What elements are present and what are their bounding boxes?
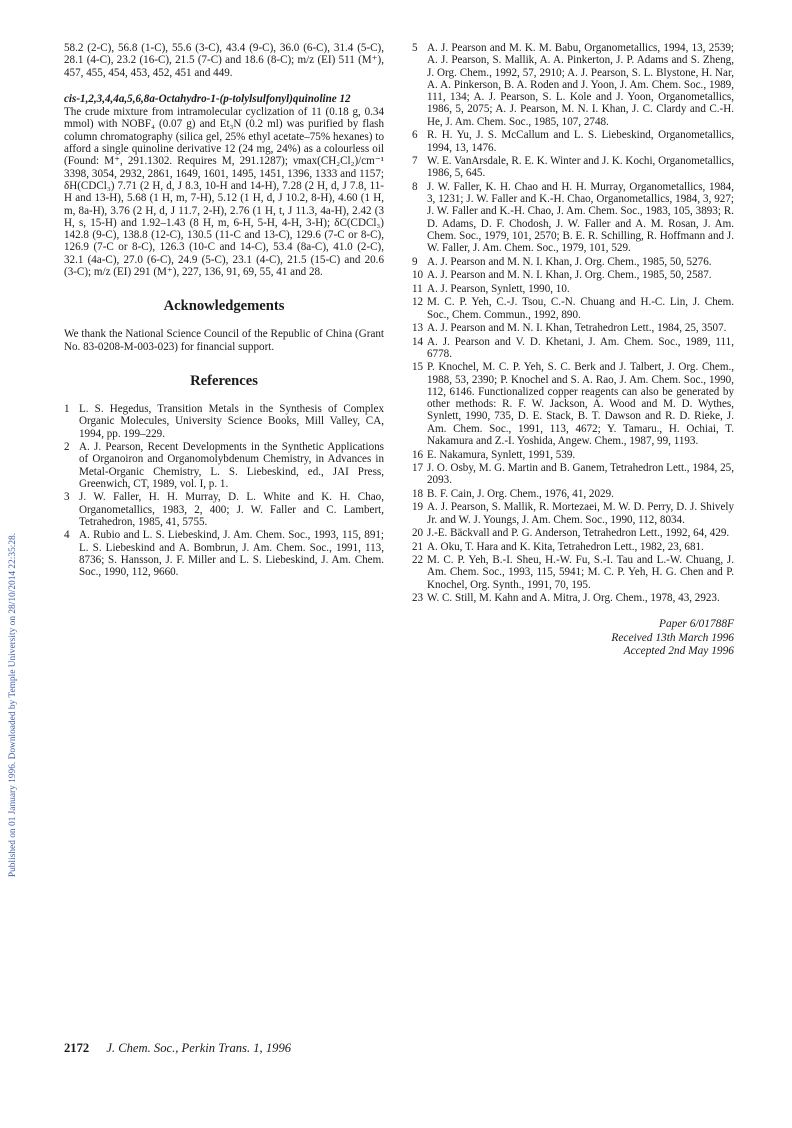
- reference-number: 12: [412, 296, 424, 309]
- acknowledgements-text: We thank the National Science Council of the Republic of China (Grant No. 83-0208-M-003-023) for financial support.: [64, 328, 384, 353]
- reference-number: 1: [64, 402, 70, 415]
- reference-item: [412, 527, 734, 539]
- reference-text: A. J. Pearson, S. Mallik, R. Mortezaei, M. W. D. Perry, D. J. Shively Jr. and W. J. Youngs, J. Am. Chem. Soc., 1990, 112, 8034.: [427, 501, 734, 526]
- reference-number: 14: [412, 335, 424, 348]
- reference-number: 2: [64, 441, 70, 454]
- reference-item: [412, 488, 734, 500]
- reference-number: 22: [412, 554, 424, 567]
- reference-number: 11: [412, 282, 423, 295]
- reference-text: L. S. Hegedus, Transition Metals in the Synthesis of Complex Organic Molecules, University Science Books, Mill Valley, CA, 1994, pp. 199–229.: [79, 402, 384, 440]
- reference-item: [412, 256, 734, 268]
- reference-number: 23: [412, 592, 424, 605]
- paper-info: [412, 618, 734, 659]
- reference-item: [412, 501, 734, 526]
- reference-text: M. C. P. Yeh, C.-J. Tsou, C.-N. Chuang and H.-C. Lin, J. Chem. Soc., Chem. Commun., 1992, 890.: [427, 296, 734, 321]
- reference-item: [412, 322, 734, 334]
- reference-text: A. J. Pearson and M. N. I. Khan, J. Org. Chem., 1985, 50, 5276.: [427, 255, 712, 268]
- received-date: Received 13th March 1996: [611, 631, 734, 644]
- reference-text: B. F. Cain, J. Org. Chem., 1976, 41, 2029.: [427, 487, 614, 500]
- reference-text: A. J. Pearson and M. N. I. Khan, Tetrahedron Lett., 1984, 25, 3507.: [427, 322, 727, 335]
- reference-item: [412, 269, 734, 281]
- reference-item: [412, 129, 734, 154]
- journal-name: J. Chem. Soc., Perkin Trans. 1, 1996: [106, 1041, 292, 1055]
- references-heading: References: [190, 372, 258, 389]
- continued-paragraph: 58.2 (2-C), 56.8 (1-C), 55.6 (3-C), 43.4 (9-C), 36.0 (6-C), 31.4 (5-C), 28.1 (4-C), 23.2 (16-C), 21.5 (7-C) and 18.6 (8-C); m/z (EI) 511 (M⁺), 457, 455, 454, 453, 452, 451 and 449.: [64, 42, 384, 79]
- reference-text: W. C. Still, M. Kahn and A. Mitra, J. Org. Chem., 1978, 43, 2923.: [427, 592, 720, 605]
- reference-item: [64, 529, 384, 578]
- reference-item: [412, 541, 734, 553]
- reference-text: W. E. VanArsdale, R. E. K. Winter and J. K. Kochi, Organometallics, 1986, 5, 645.: [427, 155, 734, 180]
- reference-text: A. Rubio and L. S. Liebeskind, J. Am. Chem. Soc., 1993, 115, 891; L. S. Liebeskind and A. Bombrun, J. Am. Chem. Soc., 1991, 113, 8736; S. Hansson, J. F. Miller and L. S. Liebeskind, J. Am. Chem. Soc., 1990, 112, 9660.: [79, 529, 384, 579]
- reference-number: 7: [412, 155, 418, 168]
- accepted-date: Accepted 2nd May 1996: [623, 645, 734, 658]
- reference-number: 8: [412, 180, 418, 193]
- reference-text: A. J. Pearson and V. D. Khetani, J. Am. Chem. Soc., 1989, 111, 6778.: [427, 335, 734, 360]
- reference-text: M. C. P. Yeh, B.-I. Sheu, H.-W. Fu, S.-I. Tau and L.-W. Chuang, J. Am. Chem. Soc., 1993, 115, 5941; M. C. P. Yeh, H. G. Chen and P. Knochel, Org. Synth., 1991, 70, 195.: [427, 554, 734, 591]
- reference-item: [412, 361, 734, 447]
- right-column: [412, 42, 734, 659]
- reference-item: [412, 592, 734, 604]
- reference-text: E. Nakamura, Synlett, 1991, 539.: [427, 448, 576, 461]
- reference-item: [412, 336, 734, 361]
- reference-item: [412, 554, 734, 591]
- reference-number: 18: [412, 487, 424, 500]
- reference-list-right: [412, 42, 734, 604]
- reference-item: [412, 296, 734, 321]
- page-footer: [64, 1041, 291, 1056]
- reference-text: J. O. Osby, M. G. Martin and B. Ganem, Tetrahedron Lett., 1984, 25, 2093.: [427, 462, 734, 487]
- reference-number: 21: [412, 540, 424, 553]
- reference-list-left: [64, 403, 384, 579]
- reference-number: 10: [412, 269, 424, 282]
- reference-item: [412, 181, 734, 255]
- reference-text: P. Knochel, M. C. P. Yeh, S. C. Berk and J. Talbert, J. Org. Chem., 1988, 53, 2390; P. Knochel and S. A. Rao, J. Am. Chem. Soc., 1990, 112, 6146. Functionalized copper reagents can also be generated by other methods: R. F. W. Jackson, A. Wood and M. D. Wythes, Synlett, 1990, 735, D. E. Stack, B. T. Dawson and R. D. Rieke, J. Am. Chem. Soc., 1991, 113, 4672; Y. Tamaru., H. Ochiai, T. Nakamura and Z.-I. Yoshida, Angew. Chem., 1987, 99, 1193.: [427, 361, 734, 448]
- reference-number: 9: [412, 255, 418, 268]
- reference-number: 6: [412, 129, 418, 142]
- reference-number: 15: [412, 361, 424, 374]
- download-watermark: [0, 0, 26, 1128]
- reference-item: [412, 462, 734, 487]
- reference-number: 17: [412, 462, 424, 475]
- reference-text: R. H. Yu, J. S. McCallum and L. S. Liebeskind, Organometallics, 1994, 13, 1476.: [427, 129, 734, 154]
- reference-number: 5: [412, 42, 418, 54]
- acknowledgements-heading: Acknowledgements: [163, 298, 285, 315]
- reference-number: 13: [412, 322, 424, 335]
- reference-text: J.-E. Bäckvall and P. G. Anderson, Tetrahedron Lett., 1992, 64, 429.: [427, 527, 730, 540]
- compound-title: cis-1,2,3,4,4a,5,6,8a-Octahydro-1-(p-tolylsulfonyl)quinoline 12: [64, 92, 351, 105]
- reference-item: [412, 42, 734, 128]
- reference-item: [412, 283, 734, 295]
- reference-item: [64, 491, 384, 528]
- reference-item: [412, 155, 734, 180]
- reference-text: J. W. Faller, K. H. Chao and H. H. Murray, Organometallics, 1984, 3, 1231; J. W. Faller and K.-H. Chao, Organometallics, 1984, 3, 927; J. W. Faller and K.-H. Chao, J. Am. Chem. Soc., 1983, 105, 3893; R. D. Adams, D. F. Chodosh, J. W. Faller and A. M. Rosan, J. Am. Chem. Soc., 1979, 101, 2570; B. E. R. Schilling, R. Hoffmann and J. W. Faller, J. Am. Chem. Soc., 1979, 101, 529.: [427, 180, 734, 255]
- reference-number: 16: [412, 448, 424, 461]
- reference-text: A. J. Pearson and M. K. M. Babu, Organometallics, 1994, 13, 2539; A. J. Pearson, S. Mallik, A. A. Pinkerton, J. P. Adams and S. Zheng, J. Org. Chem., 1992, 57, 2910; A. J. Pearson, S. L. Blystone, H. Nar, A. A. Pinkerson, B. A. Roden and J. Yoon, J. Am. Chem. Soc., 1989, 111, 134; A. J. Pearson, S. L. Kole and J. Yoon, Organometallics, 1986, 5, 2075; A. J. Pearson, M. N. I. Khan, J. C. Clardy and C.-H. He, J. Am. Chem. Soc., 1985, 107, 2748.: [427, 42, 734, 128]
- reference-text: A. J. Pearson, Recent Developments in the Synthetic Applications of Organoiron and Organomolybdenum Chemistry, in Advances in Metal-Organic Chemistry, L. S. Liebeskind, ed., JAI Press, Greenwich, CT, 1989, vol. I, p. 1.: [79, 441, 384, 490]
- reference-text: A. J. Pearson and M. N. I. Khan, J. Org. Chem., 1985, 50, 2587.: [427, 269, 712, 282]
- reference-item: [64, 403, 384, 440]
- reference-text: A. J. Pearson, Synlett, 1990, 10.: [427, 282, 570, 295]
- reference-number: 20: [412, 527, 424, 540]
- reference-item: [64, 441, 384, 490]
- page-number: 2172: [64, 1041, 90, 1055]
- reference-number: 3: [64, 491, 70, 504]
- left-column: [64, 42, 384, 580]
- compound-paragraph: The crude mixture from intramolecular cyclization of 11 (0.18 g, 0.34 mmol) with NOBF₄ (0.07 g) and Et₃N (0.2 ml) was purified by flash column chromatography (silica gel, 25% ethyl acetate–75% hexanes) to afford a single quinoline derivative 12 (24 mg, 24%) as a colourless oil (Found: M⁺, 291.1302. Requires M, 291.1287); νmax(CH₂Cl₂)/cm⁻¹ 3398, 3054, 2932, 2861, 1649, 1601, 1495, 1451, 1396, 1333 and 1157; δH(CDCl₃) 7.71 (2 H, d, J 8.3, 10-H and 14-H), 7.28 (2 H, d, J 7.8, 11-H and 13-H), 5.68 (1 H, m, 7-H), 5.12 (1 H, d, J 10.2, 8-H), 4.60 (1 H, m, 8a-H), 3.76 (2 H, d, J 11.7, 2-H), 2.76 (1 H, t, J 11.3, 4a-H), 2.42 (3 H, s, 15-H) and 1.92–1.43 (8 H, m, 6-H, 5-H, 4-H, 3-H); δC(CDCl₃) 142.8 (9-C), 138.8 (12-C), 130.5 (11-C and 13-C), 129.6 (7-C or 8-C), 126.9 (7-C or 8-C), 126.3 (10-C and 14-C), 53.4 (8a-C), 41.0 (2-C), 32.1 (4a-C), 27.0 (6-C), 24.9 (5-C), 23.1 (4-C), 21.5 (15-C) and 20.6 (3-C); m/z (EI) 291 (M⁺), 227, 136, 91, 69, 55, 41 and 28.: [64, 106, 384, 279]
- reference-text: A. Oku, T. Hara and K. Kita, Tetrahedron Lett., 1982, 23, 681.: [427, 540, 704, 553]
- reference-text: J. W. Faller, H. H. Murray, D. L. White and K. H. Chao, Organometallics, 1983, 2, 400; J. W. Faller and C. Lambert, Tetrahedron, 1985, 41, 5755.: [79, 491, 384, 528]
- paper-id: Paper 6/01788F: [659, 618, 734, 631]
- reference-number: 19: [412, 501, 424, 514]
- reference-item: [412, 449, 734, 461]
- watermark-text: Published on 01 January 1996. Downloaded by Temple University on 28/10/2014 22:35:28.: [8, 532, 18, 878]
- reference-number: 4: [64, 529, 70, 542]
